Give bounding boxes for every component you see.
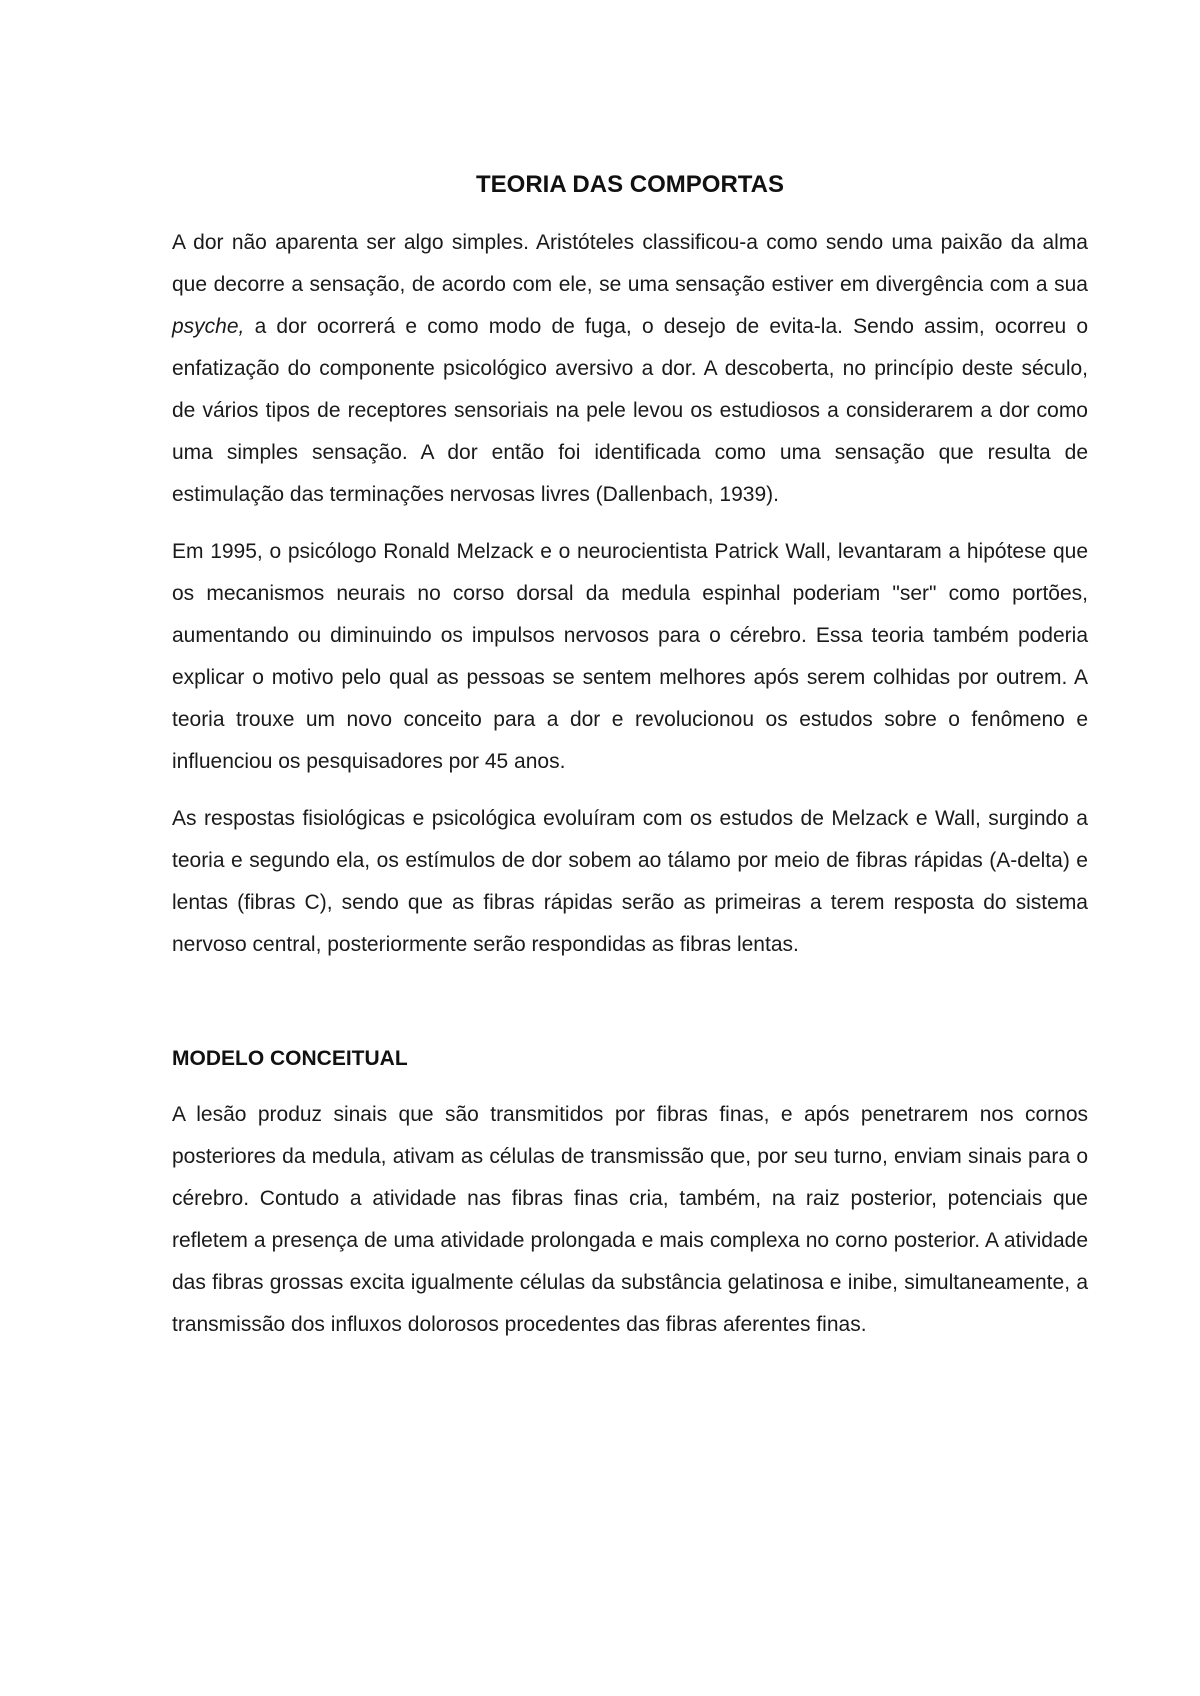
document-page [172, 170, 1088, 1361]
paragraph-aristoteles [172, 222, 1088, 516]
paragraph-1-italic-term: psyche, [172, 315, 245, 338]
section-heading-modelo-conceitual: MODELO CONCEITUAL [172, 1047, 408, 1070]
document-title: TEORIA DAS COMPORTAS [475, 171, 784, 198]
paragraph-1-text-start: A dor não aparenta ser algo simples. Aristóteles classificou-a como sendo uma paixão da alma que decorre a sensação, de acordo com ele, se uma sensação estiver em divergência com a sua [172, 231, 1088, 296]
paragraph-1-text-end: a dor ocorrerá e como modo de fuga, o desejo de evita-la. Sendo assim, ocorreu o enfatização do componente psicológico aversivo a dor. A descoberta, no princípio deste século, de vários tipos de receptores sensoriais na pele levou os estudiosos a considerarem a dor como uma simples sensação. A dor então foi identificada como uma sensação que resulta de estimulação das terminações nervosas livres (Dallenbach, 1939). [172, 315, 1088, 506]
paragraph-respostas: As respostas fisiológicas e psicológica evoluíram com os estudos de Melzack e Wall, surgindo a teoria e segundo ela, os estímulos de dor sobem ao tálamo por meio de fibras rápidas (A-delta) e lentas (fibras C), sendo que as fibras rápidas serão as primeiras a terem resposta do sistema nervoso central, posteriormente serão respondidas as fibras lentas. [172, 807, 1088, 956]
paragraph-melzack-wall: Em 1995, o psicólogo Ronald Melzack e o neurocientista Patrick Wall, levantaram a hipótese que os mecanismos neurais no corso dorsal da medula espinhal poderiam "ser" como portões, aumentando ou diminuindo os impulsos nervosos para o cérebro. Essa teoria também poderia explicar o motivo pelo qual as pessoas se sentem melhores após serem colhidas por outrem. A teoria trouxe um novo conceito para a dor e revolucionou os estudos sobre o fenômeno e influenciou os pesquisadores por 45 anos. [172, 540, 1088, 773]
paragraph-modelo: A lesão produz sinais que são transmitidos por fibras finas, e após penetrarem nos cornos posteriores da medula, ativam as células de transmissão que, por seu turno, enviam sinais para o cérebro. Contudo a atividade nas fibras finas cria, também, na raiz posterior, potenciais que refletem a presença de uma atividade prolongada e mais complexa no corno posterior. A atividade das fibras grossas excita igualmente células da substância gelatinosa e inibe, simultaneamente, a transmissão dos influxos dolorosos procedentes das fibras aferentes finas. [172, 1103, 1088, 1336]
